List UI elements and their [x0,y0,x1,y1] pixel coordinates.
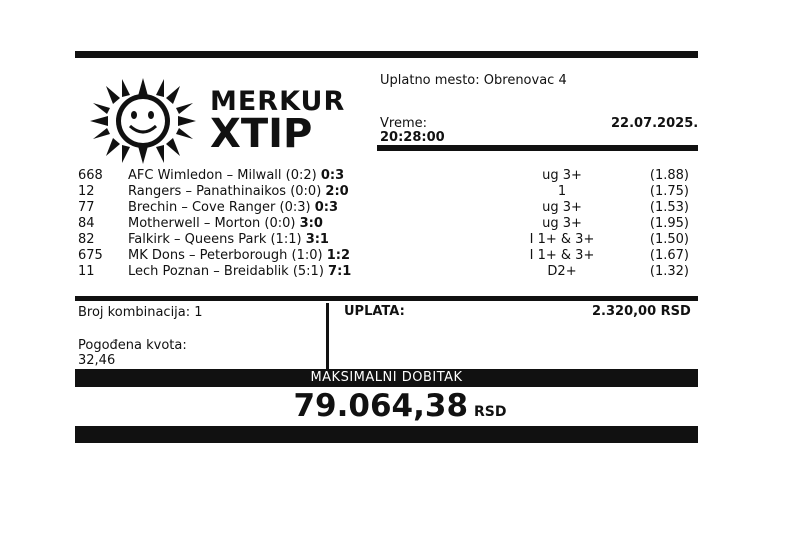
location-line [380,73,567,88]
bet-id: 82 [78,232,95,247]
odds-label: Pogođena kvota: [78,338,187,353]
brand-name: MERKUR [210,86,346,117]
bet-match [128,216,323,232]
odds-value: 32,46 [78,353,116,368]
bet-tip: I 1+ & 3+ [529,232,595,247]
time-value: 20:28:00 [380,130,445,145]
combinations-value: 1 [194,305,203,320]
location-value: Obrenovac 4 [483,73,567,88]
time-label: Vreme: [380,116,427,131]
bet-score: 0:3 [314,200,339,215]
summary-rule [75,296,698,301]
bet-match [128,248,350,264]
bet-id: 675 [78,248,103,263]
location-label: Uplatno mesto: [380,73,480,88]
bottom-rule [75,426,698,443]
max-payout-label: MAKSIMALNI DOBITAK [75,369,698,387]
bet-teams: AFC Wimledon – Milwall (0:2) [128,168,317,183]
bet-tip: ug 3+ [542,168,582,183]
bet-row [78,168,693,184]
combinations-line [78,305,203,320]
bet-score: 2:0 [325,184,349,199]
bet-teams: Falkirk – Queens Park (1:1) [128,232,302,247]
bet-row [78,184,693,200]
bet-match [128,232,329,248]
top-rule [75,51,698,58]
bet-score: 0:3 [320,168,345,183]
bet-teams: MK Dons – Peterborough (1:0) [128,248,323,263]
bet-odd: (1.32) [649,264,689,279]
bet-id: 84 [78,216,95,231]
header-rule [377,145,698,151]
max-payout [0,388,800,424]
bet-odd: (1.88) [649,168,689,183]
stake-label: UPLATA: [344,304,405,319]
bet-odd: (1.67) [649,248,689,263]
bet-teams: Brechin – Cove Ranger (0:3) [128,200,311,215]
bet-match [128,264,351,280]
bet-odd: (1.75) [649,184,689,199]
bet-score: 7:1 [328,264,352,279]
bet-match [128,168,344,184]
bet-tip: ug 3+ [542,216,582,231]
date-value: 22.07.2025. [611,116,699,131]
bet-match [128,184,349,200]
bet-odd: (1.50) [649,232,689,247]
bet-score: 1:2 [326,248,351,263]
bet-row [78,264,693,280]
bet-tip: ug 3+ [542,200,582,215]
bet-score: 3:0 [299,216,323,231]
bet-row [78,232,693,248]
bet-tip: I 1+ & 3+ [529,248,595,263]
bet-teams: Lech Poznan – Breidablik (5:1) [128,264,324,279]
bet-tip: 1 [557,184,567,199]
bet-teams: Rangers – Panathinaikos (0:0) [128,184,322,199]
bet-match [128,200,338,216]
max-payout-amount: 79.064,38 [293,388,469,424]
bet-row [78,248,693,264]
bet-tip: D2+ [547,264,577,279]
bet-row [78,200,693,216]
bet-id: 668 [78,168,103,183]
combinations-label: Broj kombinacija: [78,305,191,320]
bet-score: 3:1 [305,232,329,247]
sun-logo-icon [88,76,198,166]
stake-value: 2.320,00 RSD [592,304,691,319]
bet-teams: Motherwell – Morton (0:0) [128,216,296,231]
brand-subname: XTIP [210,111,313,157]
bet-odd: (1.95) [649,216,689,231]
bet-id: 77 [78,200,95,215]
bet-id: 12 [78,184,95,199]
summary-divider [326,296,329,369]
bet-id: 11 [78,264,95,279]
max-payout-currency: RSD [474,404,507,420]
bet-odd: (1.53) [649,200,689,215]
summary-divider-tick [318,301,337,303]
bet-row [78,216,693,232]
